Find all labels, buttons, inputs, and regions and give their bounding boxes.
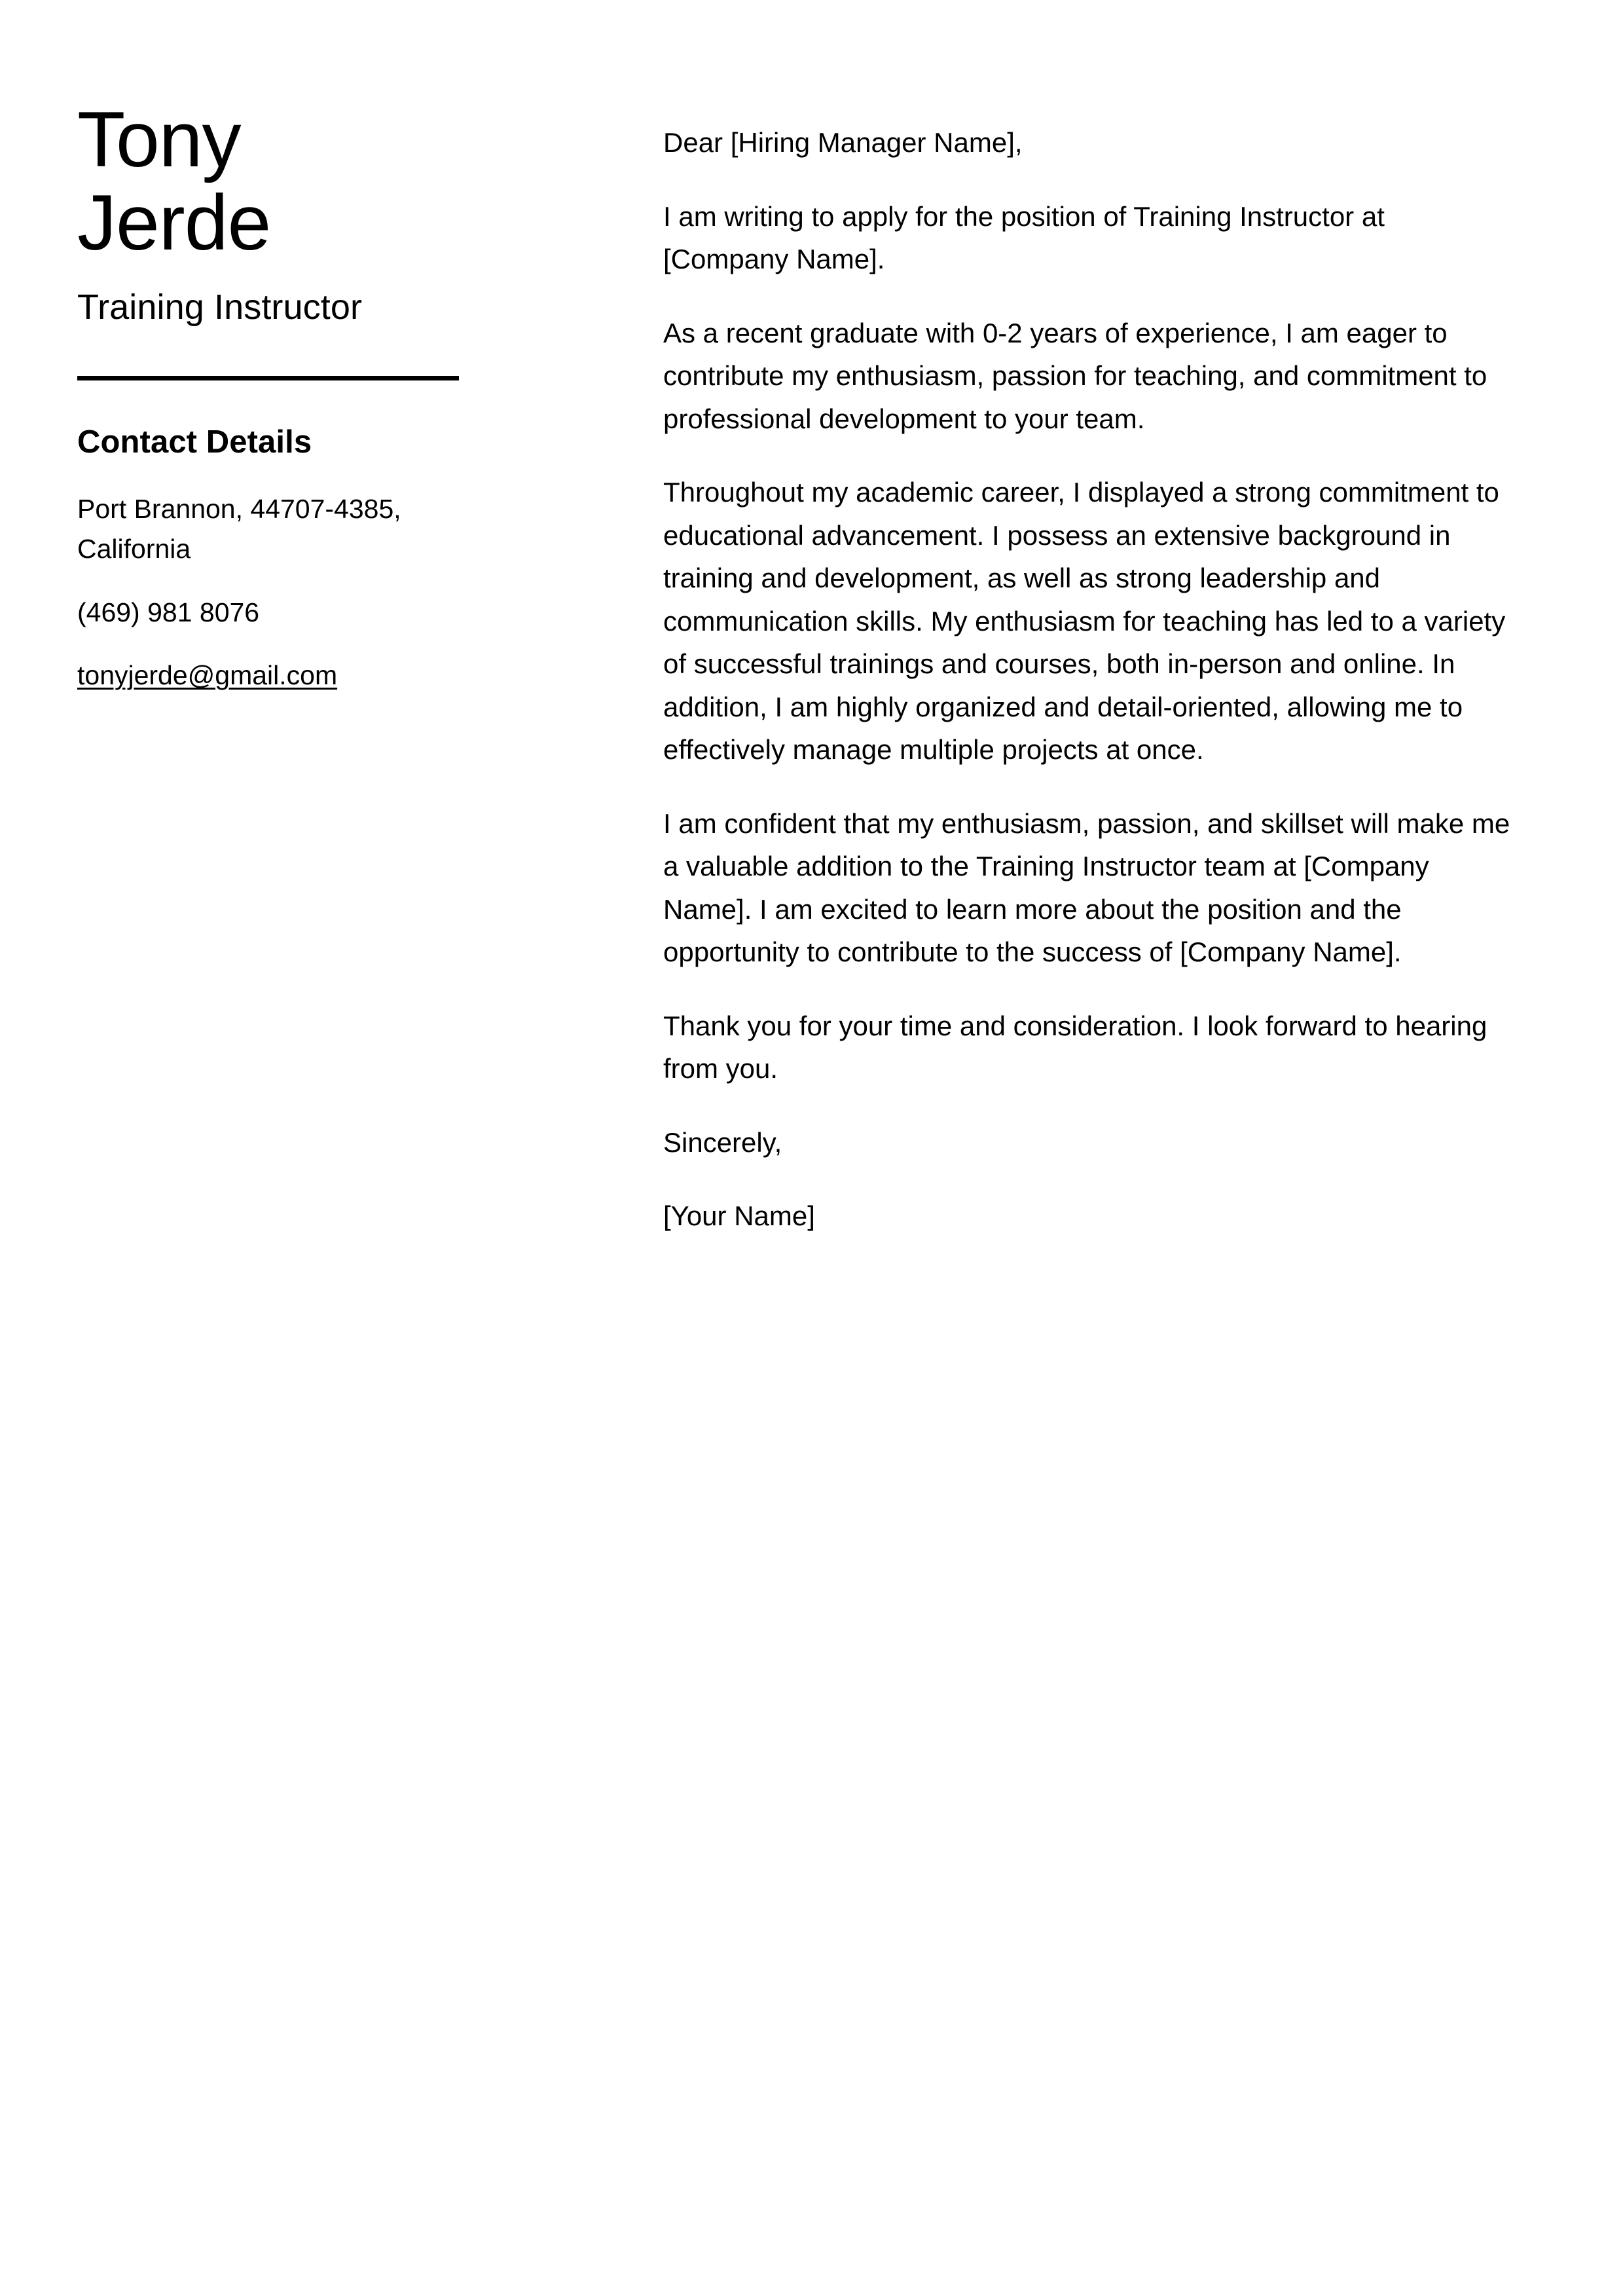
letter-salutation: Dear [Hiring Manager Name], — [663, 127, 1023, 158]
last-name: Jerde — [77, 179, 271, 267]
first-name: Tony — [77, 96, 241, 183]
sidebar — [77, 98, 483, 695]
letter-paragraph-4: I am confident that my enthusiasm, passion, and skillset will make me a valuable addition to the Training Instructor team at [Company Name]. I am excited to learn more about the position and the opportunity to contribute to the success of [Company Name]. — [663, 807, 1510, 968]
contact-address: Port Brannon, 44707-4385, California — [77, 494, 401, 565]
letter-paragraph-1: I am writing to apply for the position of Training Instructor at [Company Name]. — [663, 200, 1385, 275]
contact-details-list — [77, 489, 483, 695]
letter-body — [663, 121, 1514, 1238]
contact-email-link[interactable]: tonyjerde@gmail.com — [77, 660, 338, 691]
candidate-name — [77, 98, 483, 265]
contact-phone: (469) 981 8076 — [77, 597, 260, 627]
contact-details-heading: Contact Details — [77, 424, 312, 460]
letter-closing: Sincerely, — [663, 1126, 782, 1158]
letter-paragraph-3: Throughout my academic career, I displayed a strong commitment to educational advancement. I possess an extensive background in training and development, as well as strong leadership and communication skills. My enthusiasm for teaching has led to a variety of successful trainings and courses, both in-person and online. In addition, I am highly organized and detail-oriented, allowing me to effectively manage multiple projects at once. — [663, 477, 1506, 766]
letter-paragraph-2: As a recent graduate with 0-2 years of experience, I am eager to contribute my enthusiasm, passion for teaching, and commitment to professional development to your team. — [663, 317, 1487, 434]
job-title: Training Instructor — [77, 287, 363, 327]
letter-signature: [Your Name] — [663, 1200, 815, 1232]
letter-paragraph-5: Thank you for your time and consideration. I look forward to hearing from you. — [663, 1010, 1487, 1084]
header-divider — [77, 376, 459, 380]
